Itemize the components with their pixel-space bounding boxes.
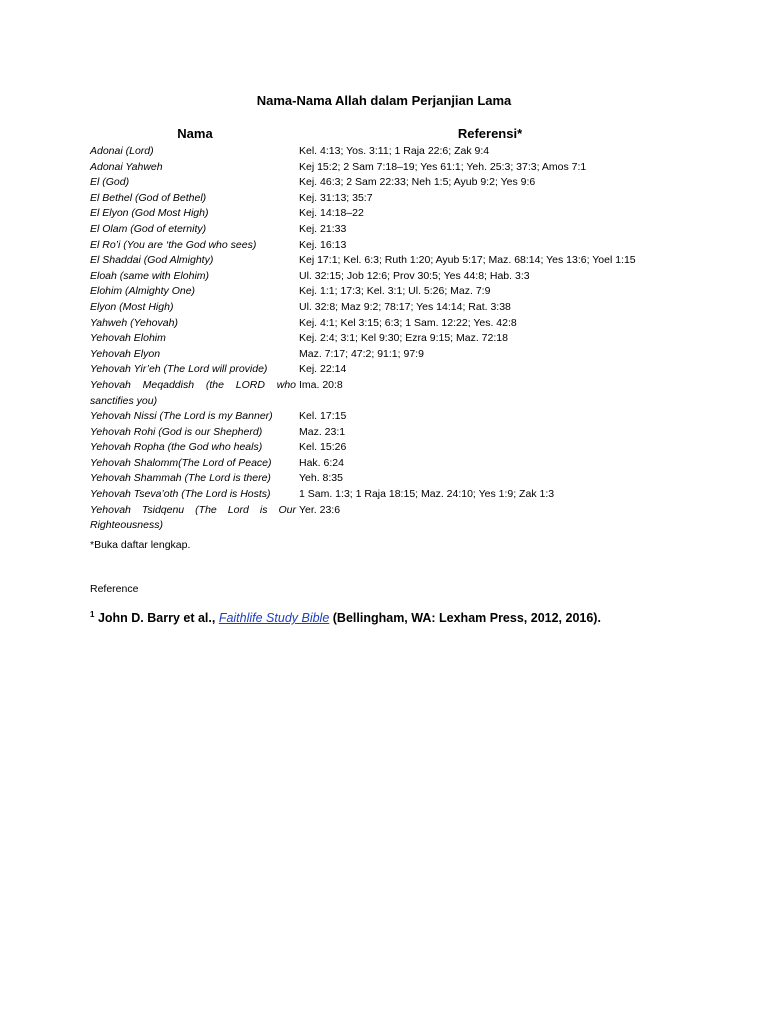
citation-authors: John D. Barry et al., [97, 611, 219, 625]
scripture-reference: Ul. 32:15; Job 12:6; Prov 30:5; Yes 44:8; Hab. 3:3 [299, 269, 530, 282]
scripture-reference: Kel. 17:15 [299, 410, 347, 423]
table-row [90, 503, 690, 534]
scripture-reference: Ima. 20:8 [299, 378, 343, 391]
scripture-reference: Hak. 6:24 [299, 456, 344, 469]
scripture-reference: Kej. 21:33 [299, 222, 347, 235]
footnote-number: 1 [90, 610, 95, 619]
divine-name: El Olam (God of eternity) [90, 222, 207, 235]
divine-name: Eloah (same with Elohim) [90, 269, 210, 282]
divine-name: Yehovah Yir’eh (The Lord will provide) [90, 363, 268, 376]
divine-name: Yehovah Tseva’oth (The Lord is Hosts) [90, 488, 271, 501]
divine-name: Yehovah Elyon [90, 347, 161, 360]
divine-name: Adonai (Lord) [90, 145, 154, 157]
table-row [90, 425, 690, 441]
table-row [90, 378, 690, 409]
table-row [90, 191, 690, 207]
table-row [90, 300, 690, 316]
divine-name: Yehovah Ropha (the God who heals) [90, 441, 263, 454]
table-row [90, 238, 690, 254]
divine-name: Elohim (Almighty One) [90, 285, 196, 298]
divine-name: Yehovah Rohi (God is our Shepherd) [90, 425, 263, 438]
scripture-reference: Kej. 31:13; 35:7 [299, 191, 373, 204]
divine-name: El (God) [90, 176, 130, 189]
column-header-name: Nama [177, 126, 213, 141]
citation-details: (Bellingham, WA: Lexham Press, 2012, 2016). [329, 611, 601, 625]
table-row [90, 284, 690, 300]
divine-name: Yehovah Shammah (The Lord is there) [90, 472, 271, 485]
page-title: Nama-Nama Allah dalam Perjanjian Lama [256, 93, 512, 108]
divine-name: Yahweh (Yehovah) [90, 316, 178, 329]
divine-name: Elyon (Most High) [90, 300, 174, 313]
scripture-reference: Kej. 2:4; 3:1; Kel 9:30; Ezra 9:15; Maz. 72:18 [299, 332, 508, 345]
scripture-reference: Kej. 16:13 [299, 238, 347, 251]
scripture-reference: Kej 15:2; 2 Sam 7:18–19; Yes 61:1; Yeh. 25:3; 37:3; Amos 7:1 [299, 160, 587, 173]
table-row [90, 362, 690, 378]
divine-name: Yehovah Meqaddish (the LORD who sanctifies you) [90, 378, 296, 407]
table-row [90, 269, 690, 285]
divine-name: El Elyon (God Most High) [90, 207, 209, 220]
book-title-link[interactable]: Faithlife Study Bible [218, 611, 330, 625]
divine-name: Adonai Yahweh [90, 160, 163, 173]
reference-heading: Reference [90, 583, 139, 595]
scripture-reference: Ul. 32:8; Maz 9:2; 78:17; Yes 14:14; Rat. 3:38 [299, 300, 511, 313]
scripture-reference: Kej. 14:18–22 [299, 207, 364, 220]
divine-name: Yehovah Elohim [90, 332, 166, 345]
scripture-reference: Kej. 1:1; 17:3; Kel. 3:1; Ul. 5:26; Maz. 7:9 [299, 285, 491, 298]
table-row [90, 409, 690, 425]
citation [90, 610, 601, 625]
table-row [90, 456, 690, 472]
divine-name: El Ro’i (You are ‘the God who sees) [90, 238, 257, 251]
scripture-reference: Kej. 4:1; Kel 3:15; 6:3; 1 Sam. 12:22; Yes. 42:8 [299, 316, 517, 329]
table-row [90, 316, 690, 332]
table-row [90, 206, 690, 222]
table-row [90, 222, 690, 238]
divine-name: Yehovah Shalomm(The Lord of Peace) [90, 456, 272, 469]
scripture-reference: Yer. 23:6 [299, 503, 341, 516]
column-header-reference: Referensi* [457, 126, 523, 141]
scripture-reference: Kej. 22:14 [299, 363, 347, 376]
scripture-reference: Maz. 7:17; 47:2; 91:1; 97:9 [299, 347, 424, 360]
divine-name: El Bethel (God of Bethel) [90, 191, 207, 204]
table-row [90, 253, 690, 269]
scripture-reference: Maz. 23:1 [299, 425, 346, 438]
names-table [90, 144, 690, 534]
table-row [90, 487, 690, 503]
scripture-reference: 1 Sam. 1:3; 1 Raja 18:15; Maz. 24:10; Yes 1:9; Zak 1:3 [299, 488, 555, 501]
scripture-reference: Kel. 4:13; Yos. 3:11; 1 Raja 22:6; Zak 9:4 [299, 145, 490, 157]
scripture-reference: Kel. 15:26 [299, 441, 347, 454]
table-row [90, 160, 690, 176]
table-row [90, 144, 690, 160]
table-row [90, 175, 690, 191]
scripture-reference: Kej 17:1; Kel. 6:3; Ruth 1:20; Ayub 5:17; Maz. 68:14; Yes 13:6; Yoel 1:15 [299, 254, 636, 267]
scripture-reference: Yeh. 8:35 [299, 472, 343, 485]
table-row [90, 471, 690, 487]
divine-name: Yehovah Nissi (The Lord is my Banner) [90, 410, 273, 423]
table-row [90, 331, 690, 347]
table-row [90, 440, 690, 456]
scripture-reference: Kej. 46:3; 2 Sam 22:33; Neh 1:5; Ayub 9:2; Yes 9:6 [299, 176, 536, 189]
divine-name: Yehovah Tsidqenu (The Lord is Our Righteousness) [90, 503, 296, 532]
table-row [90, 347, 690, 363]
footnote-note: *Buka daftar lengkap. [90, 539, 191, 551]
divine-name: El Shaddai (God Almighty) [90, 254, 214, 267]
